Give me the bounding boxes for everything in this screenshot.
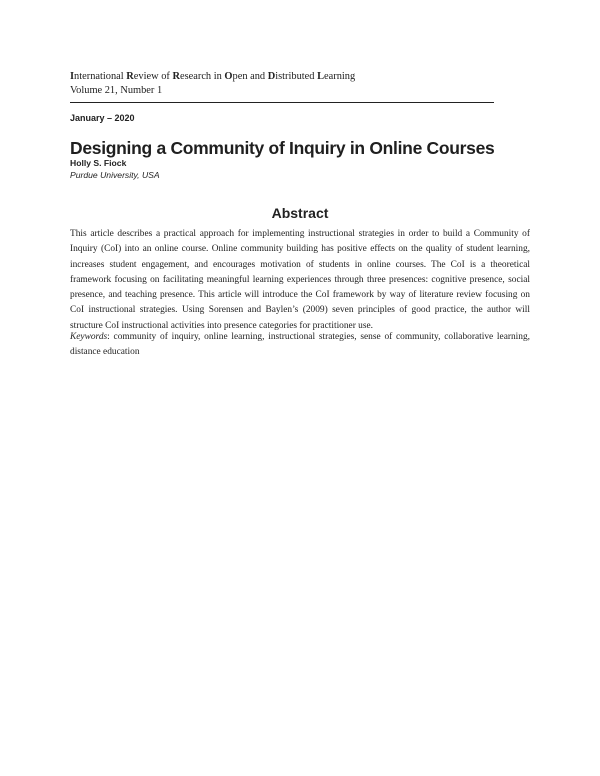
keywords-paragraph (70, 330, 530, 361)
journal-word: Distributed (267, 71, 318, 82)
journal-word: Open and (224, 71, 268, 82)
abstract-body: This article describes a practical approach for implementing instructional strategies in order to build a Community of Inquiry (CoI) into an online course. Online community building has positive effects on the quality of student learning, increases student engagement, and encourages motivation of students in online courses. The CoI is a theoretical framework focusing on facilitating meaningful learning experiences through three presences: cognitive presence, social presence, and teaching presence. This article will introduce the CoI framework by way of literature review focusing on CoI instructional strategies. Using Sorensen and Baylen’s (2009) seven principles of good practice, the author will structure CoI instructional activities into presence categories for practitioner use. (70, 229, 530, 331)
author-affiliation: Purdue University, USA (70, 170, 160, 180)
journal-word: International (70, 71, 127, 82)
journal-volume: Volume 21, Number 1 (70, 85, 163, 96)
article-title: Designing a Community of Inquiry in Online Courses (70, 138, 495, 158)
journal-word: Review of (126, 71, 173, 82)
abstract-heading: Abstract (271, 205, 329, 221)
journal-name (70, 70, 500, 84)
header-divider (70, 102, 494, 103)
journal-word: Learning (317, 71, 356, 82)
keywords-list: : community of inquiry, online learning, instructional strategies, sense of community, collaborative learning, distance education (70, 332, 530, 358)
author-name: Holly S. Fiock (70, 158, 127, 168)
keywords-label: Keywords (70, 332, 108, 342)
journal-header (70, 70, 500, 98)
issue-date: January – 2020 (70, 113, 135, 123)
journal-word: Research in (172, 71, 225, 82)
